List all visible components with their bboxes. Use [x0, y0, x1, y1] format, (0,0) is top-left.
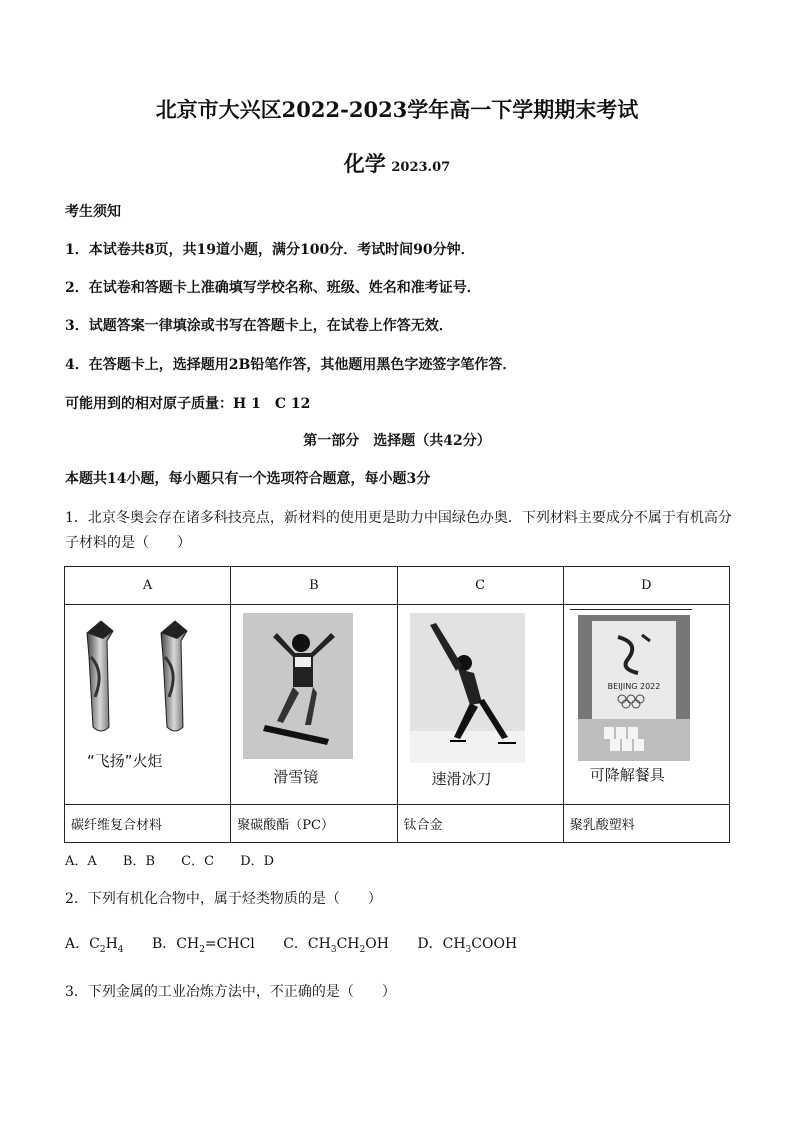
q2-c-sub2: 2: [359, 944, 366, 955]
q2-option-c[interactable]: [283, 936, 389, 955]
option-d-caption: 可降解餐具: [589, 766, 665, 784]
torch-image: [79, 617, 219, 742]
speed-skater-photo: [410, 613, 525, 763]
atomic-mass-note: 可能用到的相对原子质量：H 1 C 12: [65, 396, 311, 412]
exam-title: 北京市大兴区2022-2023学年高一下学期期末考试: [155, 97, 639, 122]
answer-b[interactable]: B．B: [122, 854, 156, 869]
option-c-material: 钛合金: [397, 805, 563, 843]
option-c-caption: 速滑冰刀: [431, 770, 492, 788]
notice-item-2: 2．在试卷和答题卡上准确填写学校名称、班级、姓名和准考证号．: [65, 280, 481, 296]
option-a-caption: “飞扬”火炬: [87, 752, 163, 770]
q2-b-sub: 2: [199, 944, 205, 955]
option-b-material: 聚碳酸酯（PC）: [231, 805, 397, 843]
tableware-poster-photo: [578, 615, 690, 761]
q2-option-a[interactable]: [65, 936, 124, 955]
exam-subtitle: [0, 148, 794, 178]
option-b-header: B: [231, 567, 397, 605]
q2-option-b[interactable]: [151, 936, 255, 955]
q2-c-part3: OH: [365, 936, 389, 952]
answer-c[interactable]: C．C: [181, 854, 215, 869]
snowboarder-photo: [243, 613, 353, 759]
q2-d-part1: D．CH: [417, 936, 466, 952]
q2-c-part2: CH: [336, 936, 360, 952]
q2-c-part1: C．CH: [283, 936, 331, 952]
option-c-header: C: [397, 567, 563, 605]
option-b-image-cell: [231, 605, 397, 805]
subject-label: 化学: [343, 151, 386, 176]
q2-a-sub1: 2: [99, 944, 106, 955]
question-2-options: [65, 933, 541, 955]
part1-heading: 第一部分 选择题（共42分）: [303, 433, 491, 449]
option-d-material: 聚乳酸塑料: [563, 805, 729, 843]
image-top-rule: [570, 609, 692, 610]
exam-date: 2023.07: [391, 160, 451, 175]
q2-a-part1: A．C: [65, 936, 100, 952]
part1-instruction: 本题共14小题，每小题只有一个选项符合题意，每小题3分: [65, 471, 431, 487]
q2-c-sub1: 3: [330, 944, 337, 955]
option-a-header: A: [65, 567, 231, 605]
option-c-image-cell: [397, 605, 563, 805]
q2-b-part2: =CHCl: [204, 936, 255, 952]
notice-item-4: 4．在答题卡上，选择题用2B铅笔作答，其他题用黑色字迹签字笔作答．: [65, 357, 517, 373]
question-1-text: 1．北京冬奥会存在诸多科技亮点，新材料的使用更是助力中国绿色办奥．下列材料主要成分不属于有机高分子材料的是（ ）: [65, 510, 732, 551]
q2-a-part2: H: [105, 936, 118, 952]
answer-d[interactable]: D．D: [240, 854, 275, 869]
question-1-answers: [65, 850, 296, 869]
question-2-text: 2．下列有机化合物中，属于烃类物质的是（ ）: [65, 891, 382, 907]
question-1-options-table: [64, 566, 730, 843]
poster-text: BEIJING 2022: [607, 682, 661, 691]
option-a-material: 碳纤维复合材料: [65, 805, 231, 843]
q2-d-sub: 3: [465, 944, 472, 955]
option-b-caption: 滑雪镜: [273, 768, 319, 786]
option-d-image-cell: [563, 605, 729, 805]
notice-heading: 考生须知: [65, 204, 121, 220]
q2-option-d[interactable]: [417, 936, 518, 955]
notice-item-1: 1．本试卷共8页，共19道小题，满分100分．考试时间90分钟．: [65, 242, 475, 258]
q2-b-part1: B．CH: [151, 936, 200, 952]
question-3-text: 3．下列金属的工业冶炼方法中，不正确的是（ ）: [65, 984, 396, 1000]
option-a-image-cell: [65, 605, 231, 805]
q2-a-sub2: 4: [117, 944, 124, 955]
option-d-header: D: [563, 567, 729, 605]
notice-item-3: 3．试题答案一律填涂或书写在答题卡上，在试卷上作答无效．: [65, 318, 453, 334]
answer-a[interactable]: A．A: [65, 854, 97, 869]
q2-d-part2: COOH: [471, 936, 518, 952]
